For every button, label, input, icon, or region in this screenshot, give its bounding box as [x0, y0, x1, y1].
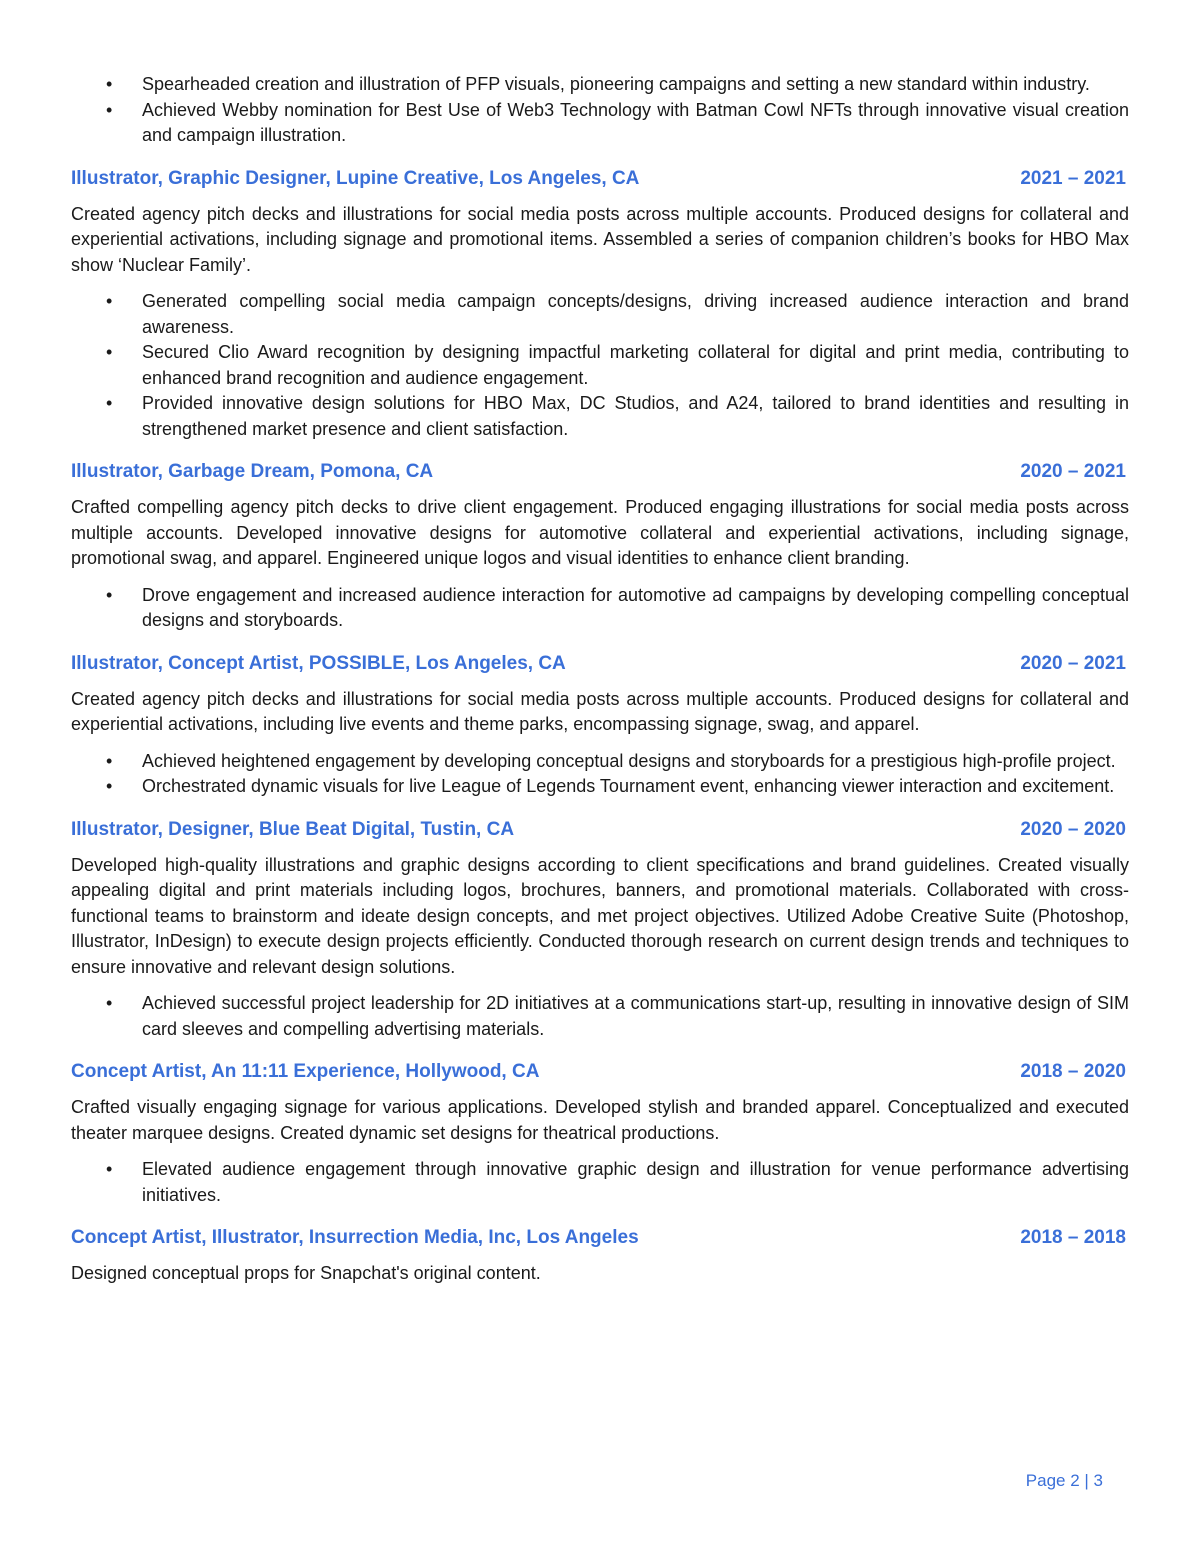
bullet-item: • Secured Clio Award recognition by designing impactful marketing collateral for digital and print media, contributing to enhanced brand recognition and audience engagement. [71, 340, 1129, 391]
job-header [71, 1059, 1129, 1085]
job-dates: 2020 – 2020 [1020, 818, 1126, 840]
bullet-item: • Spearheaded creation and illustration of PFP visuals, pioneering campaigns and setting a new standard within industry. [71, 72, 1129, 98]
job-title: Illustrator, Concept Artist, POSSIBLE, Los Angeles, CA [71, 652, 566, 674]
job-bullet-list [71, 1157, 1129, 1208]
intro-bullet-list [71, 72, 1129, 149]
job-bullet-list [71, 749, 1129, 800]
job-header [71, 1225, 1129, 1251]
job-title: Concept Artist, Illustrator, Insurrection Media, Inc, Los Angeles [71, 1227, 639, 1248]
job-bullet-list [71, 583, 1129, 634]
job-description: Crafted compelling agency pitch decks to drive client engagement. Produced engaging illustrations for social media posts across multiple accounts. Developed innovative designs for automotive collateral and experiential activations, including signage, promotional swag, and apparel. Engineered unique logos and visual identities to enhance client branding. [71, 497, 1129, 568]
job-description: Designed conceptual props for Snapchat's original content. [71, 1263, 541, 1283]
job-dates: 2021 – 2021 [1020, 167, 1126, 189]
resume-page [71, 72, 1129, 1298]
job-title: Illustrator, Garbage Dream, Pomona, CA [71, 461, 434, 482]
job-entry [71, 1225, 1129, 1287]
bullet-item: • Generated compelling social media campaign concepts/designs, driving increased audience interaction and brand awareness. [71, 289, 1129, 340]
job-header [71, 459, 1129, 485]
bullet-item: • Drove engagement and increased audience interaction for automotive ad campaigns by developing compelling conceptual designs and storyboards. [71, 583, 1129, 634]
job-header [71, 817, 1129, 843]
job-title: Concept Artist, An 11:11 Experience, Hollywood, CA [71, 1061, 540, 1082]
job-dates: 2020 – 2021 [1020, 461, 1126, 482]
job-header [71, 166, 1129, 192]
bullet-item: • Elevated audience engagement through innovative graphic design and illustration for venue performance advertising initiatives. [71, 1157, 1129, 1208]
job-entry [71, 817, 1129, 1043]
job-title: Illustrator, Designer, Blue Beat Digital, Tustin, CA [71, 818, 515, 840]
job-dates: 2018 – 2018 [1020, 1227, 1126, 1248]
job-dates: 2020 – 2021 [1020, 652, 1126, 674]
bullet-item: • Achieved Webby nomination for Best Use of Web3 Technology with Batman Cowl NFTs through innovative visual creation and campaign illustration. [71, 98, 1129, 149]
job-description: Created agency pitch decks and illustrations for social media posts across multiple accounts. Produced designs for collateral and experiential activations, including signage and promotional items. Assembled a series of companion children’s books for HBO Max show ‘Nuclear Family’. [71, 203, 1129, 275]
page-number: Page 2 | 3 [1025, 1471, 1103, 1490]
job-dates: 2018 – 2020 [1020, 1061, 1126, 1082]
job-entry [71, 1059, 1129, 1208]
bullet-item: • Provided innovative design solutions for HBO Max, DC Studios, and A24, tailored to brand identities and resulting in strengthened market presence and client satisfaction. [71, 391, 1129, 442]
job-entry [71, 651, 1129, 800]
job-bullet-list [71, 991, 1129, 1042]
bullet-item: • Orchestrated dynamic visuals for live League of Legends Tournament event, enhancing viewer interaction and excitement. [71, 774, 1129, 800]
bullet-item: • Achieved heightened engagement by developing conceptual designs and storyboards for a prestigious high-profile project. [71, 749, 1129, 775]
job-description: Created agency pitch decks and illustrations for social media posts across multiple accounts. Produced designs for collateral and experiential activations, including live events and theme parks, encompassing signage, swag, and apparel. [71, 688, 1129, 734]
bullet-item: • Achieved successful project leadership for 2D initiatives at a communications start-up, resulting in innovative design of SIM card sleeves and compelling advertising materials. [71, 991, 1129, 1042]
job-description: Crafted visually engaging signage for various applications. Developed stylish and branded apparel. Conceptualized and executed theater marquee designs. Created dynamic set designs for theatrical productions. [71, 1097, 1129, 1143]
job-title: Illustrator, Graphic Designer, Lupine Creative, Los Angeles, CA [71, 167, 640, 189]
job-description: Developed high-quality illustrations and graphic designs according to client specifications and brand guidelines. Created visually appealing digital and print materials including logos, brochures, banners, and promotional materials. Collaborated with cross-functional teams to brainstorm and ideate design concepts, and met project objectives. Utilized Adobe Creative Suite (Photoshop, Illustrator, InDesign) to execute design projects efficiently. Conducted thorough research on current design trends and techniques to ensure innovative and relevant design solutions. [71, 854, 1129, 977]
job-header [71, 651, 1129, 677]
job-entry [71, 459, 1129, 634]
job-bullet-list [71, 289, 1129, 442]
job-entry [71, 166, 1129, 443]
